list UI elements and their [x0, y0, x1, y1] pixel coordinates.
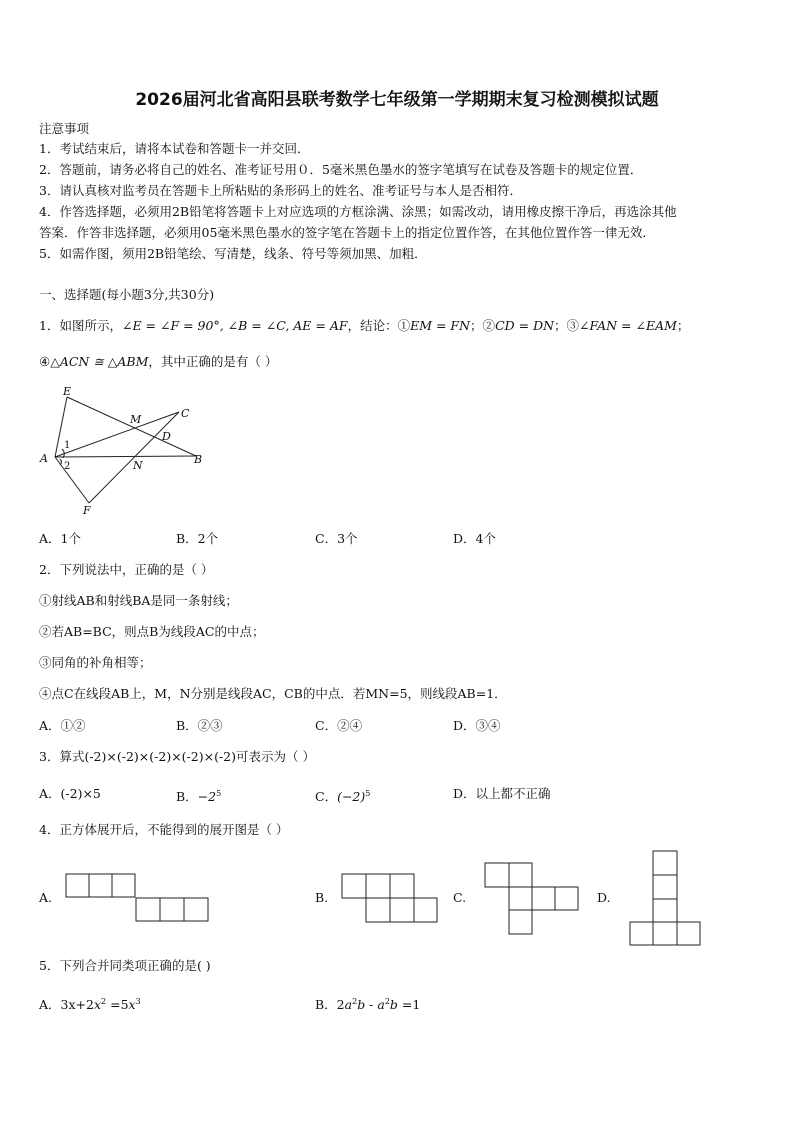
q3-option-d[interactable]: D．以上都不正确 — [453, 786, 551, 801]
note-item: 3．请认真核对监考员在答题卡上所粘贴的条形码上的姓名、准考证号与本人是否相符． — [39, 183, 522, 198]
q1-prefix: 1．如图所示， — [39, 318, 122, 333]
point-label-c: C — [181, 407, 190, 420]
exponent: 2 — [352, 997, 358, 1006]
point-label-f: F — [83, 504, 91, 517]
point-label-b: B — [194, 453, 203, 466]
q3-stem: 3．算式(-2)×(-2)×(-2)×(-2)×(-2)可表示为（ ） — [39, 749, 315, 764]
q1-option-b[interactable]: B．2个 — [176, 531, 219, 546]
q5-stem: 5．下列合并同类项正确的是( ) — [39, 958, 211, 973]
point-label-a: A — [40, 452, 48, 465]
power-base: (−2) — [337, 789, 366, 805]
q4-option-b-label[interactable]: B. — [315, 890, 329, 905]
q2-statement: ②若AB=BC，则点B为线段AC的中点； — [39, 624, 265, 639]
q2-option-c[interactable]: C．②④ — [315, 718, 363, 733]
option-label: C． — [315, 789, 338, 805]
q2-statement: ①射线AB和射线BA是同一条射线； — [39, 593, 238, 608]
option-label: B． — [176, 789, 198, 805]
page-title: 2026届河北省高阳县联考数学七年级第一学期期末复习检测模拟试题 — [135, 90, 659, 110]
point-label-n: N — [133, 459, 143, 472]
note-item: 答案．作答非选择题，必须用05毫米黑色墨水的签字笔在答题卡上的指定位置作答，在其他位置作答一律无效． — [39, 225, 655, 240]
point-label-e: E — [63, 385, 72, 398]
q1-sep: ；② — [470, 318, 496, 333]
exponent: 2 — [384, 997, 390, 1006]
power-exponent: 5 — [216, 789, 222, 798]
option-text: A．3x+2 — [39, 997, 94, 1013]
variable: x — [93, 997, 102, 1013]
q1-end: ； — [676, 318, 690, 333]
q1-conclusion-2: CD = DN — [495, 318, 555, 333]
q2-option-d[interactable]: D．③④ — [453, 718, 501, 733]
exponent: 3 — [135, 997, 141, 1006]
q1-option-a[interactable]: A．1个 — [39, 531, 81, 546]
option-text: B．2 — [315, 997, 345, 1013]
q1-sep: ；③ — [554, 318, 580, 333]
q2-option-a[interactable]: A．①② — [39, 718, 86, 733]
q1-option-c[interactable]: C．3个 — [315, 531, 358, 546]
q4-option-a-label[interactable]: A. — [39, 890, 53, 905]
notes-heading: 注意事项 — [39, 121, 90, 136]
q4-option-d-label[interactable]: D. — [597, 890, 611, 905]
q1-mid: ，结论：① — [347, 318, 411, 333]
q1-line2-prefix: ④ — [39, 354, 51, 369]
angle-label-2: 2 — [64, 461, 71, 472]
point-label-m: M — [130, 413, 142, 426]
q2-option-b[interactable]: B．②③ — [176, 718, 223, 733]
q1-given: ∠E = ∠F = 90°, ∠B = ∠C, AE = AF — [121, 318, 348, 333]
q1-line2-suffix: ，其中正确的是有（ ） — [148, 354, 278, 369]
angle-label-1: 1 — [64, 440, 71, 451]
q1-conclusion-4: △ACN ≅ △ABM — [50, 354, 149, 369]
variable: b — [357, 997, 366, 1013]
q5-option-b[interactable] — [315, 994, 420, 1013]
q5-option-a[interactable] — [39, 994, 141, 1013]
q1-conclusion-1: EM = FN — [410, 318, 471, 333]
exponent: 2 — [101, 997, 107, 1006]
option-text: - — [365, 997, 378, 1013]
note-item: 5．如需作图，须用2B铅笔绘、写清楚，线条、符号等须加黑、加粗． — [39, 246, 427, 261]
option-text: =5 — [106, 997, 129, 1013]
q4-option-c-label[interactable]: C. — [453, 890, 467, 905]
q3-option-a[interactable]: A．(-2)×5 — [39, 786, 101, 801]
variable: a — [377, 997, 385, 1013]
point-label-d: D — [162, 430, 171, 443]
note-item: 2．答题前，请务必将自己的姓名、准考证号用０．5毫米黑色墨水的签字笔填写在试卷及答题卡的规定位置． — [39, 162, 643, 177]
q1-conclusion-3: ∠FAN = ∠EAM — [579, 318, 677, 333]
q1-option-d[interactable]: D．4个 — [453, 531, 496, 546]
power-exponent: 5 — [365, 789, 371, 798]
q2-stem: 2．下列说法中，正确的是（ ） — [39, 562, 214, 577]
note-item: 4．作答选择题，必须用2B铅笔将答题卡上对应选项的方框涂满、涂黑；如需改动，请用橡皮擦干净后，再选涂其他 — [39, 204, 677, 219]
q2-statement: ③同角的补角相等； — [39, 655, 152, 670]
q4-stem: 4．正方体展开后，不能得到的展开图是（ ） — [39, 822, 289, 837]
note-item: 1．考试结束后，请将本试卷和答题卡一并交回． — [39, 141, 310, 156]
section-heading: 一、选择题(每小题3分,共30分) — [39, 287, 215, 302]
option-text: =1 — [397, 997, 421, 1013]
power-base: −2 — [197, 789, 217, 805]
variable: b — [389, 997, 398, 1013]
q2-statement: ④点C在线段AB上，M，N分别是线段AC，CB的中点．若MN=5，则线段AB=1． — [39, 686, 507, 701]
variable: x — [128, 997, 136, 1013]
variable: a — [344, 997, 353, 1013]
